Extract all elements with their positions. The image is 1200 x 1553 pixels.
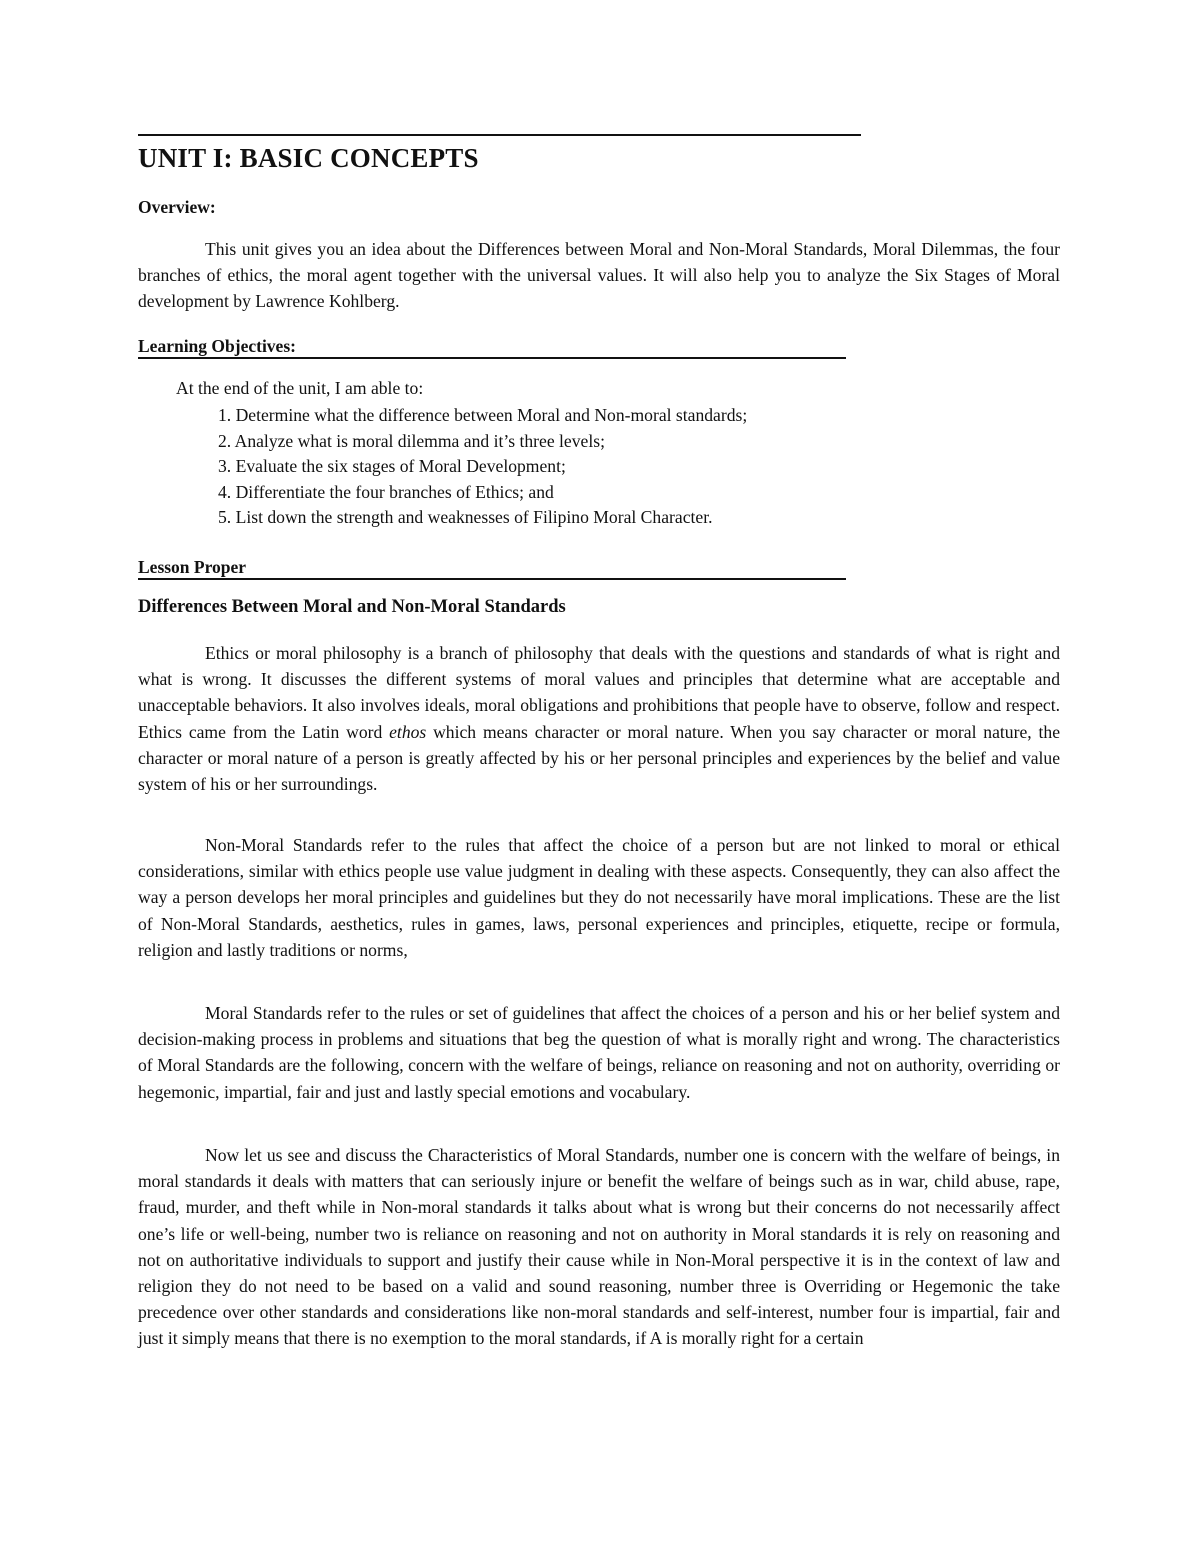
learning-objectives-heading [138, 335, 846, 359]
paragraph-characteristics: Now let us see and discuss the Characteristics of Moral Standards, number one is concern with the welfare of beings, in moral standards it deals with matters that can seriously injure or benefit the welfare of beings such as in war, child abuse, rape, fraud, murder, and theft while in Non-moral standards it talks about what is wrong but their concerns do not necessarily affect one’s life or well-being, number two is reliance on reasoning and not on authority in Moral standards it is rely on reasoning and not on authoritative individuals to support and justify their cause while in Non-Moral perspective it is in the context of law and religion they do not need to be based on a valid and sound reasoning, number three is Overriding or Hegemonic the take precedence over other standards and considerations like non-moral standards and self-interest, number four is impartial, fair and just it simply means that there is no exemption to the moral standards, if A is morally right for a certain [138, 1145, 1060, 1349]
paragraph-non-moral-standards: Non-Moral Standards refer to the rules that affect the choice of a person but are not linked to moral or ethical considerations, similar with ethics people use value judgment in dealing with these aspects. Consequently, they can also affect the way a person develops her moral principles and guidelines but they do not necessarily have moral implications. These are the list of Non-Moral Standards, aesthetics, rules in games, laws, personal experiences and principles, etiquette, recipe or formula, religion and lastly traditions or norms, [138, 835, 1060, 960]
top-horizontal-rule [138, 134, 861, 136]
learning-objectives-label: Learning Objectives: [138, 336, 296, 356]
list-item: 1. Determine what the difference between Moral and Non-moral standards; [218, 405, 748, 425]
paragraph-ethics [138, 640, 1060, 797]
list-item: 3. Evaluate the six stages of Moral Development; [218, 456, 566, 477]
subsection-title: Differences Between Moral and Non-Moral Standards [138, 597, 566, 617]
objectives-list [138, 403, 747, 531]
list-item: 2. Analyze what is moral dilemma and it’s three levels; [218, 430, 605, 451]
overview-paragraph: This unit gives you an idea about the Differences between Moral and Non-Moral Standards, Moral Dilemmas, the four branches of ethics, the moral agent together with the universal values. It will also help you to analyze the Six Stages of Moral development by Lawrence Kohlberg. [138, 239, 1060, 312]
lesson-proper-label: Lesson Proper [138, 557, 247, 577]
ethos-term: ethos [389, 721, 427, 742]
list-item: 4. Differentiate the four branches of Ethics; and [218, 481, 554, 502]
overview-label: Overview: [138, 197, 216, 217]
paragraph-ethics-part-2: which means character or moral nature. When you say character or moral nature, the character or moral nature of a person is greatly affected by his or her personal principles and experiences by the belief and value system of his or her surroundings. [138, 721, 1061, 795]
lesson-proper-heading [138, 556, 846, 580]
list-item: 5. List down the strength and weaknesses of Filipino Moral Character. [218, 507, 713, 528]
unit-title: UNIT I: BASIC CONCEPTS [138, 143, 479, 173]
paragraph-moral-standards: Moral Standards refer to the rules or set of guidelines that affect the choices of a person and his or her belief system and decision-making process in problems and situations that beg the question of what is morally right and wrong. The characteristics of Moral Standards are the following, concern with the welfare of beings, reliance on reasoning and not on authority, overriding or hegemonic, impartial, fair and just and lastly special emotions and vocabulary. [138, 1003, 1060, 1102]
paragraph-ethics-part-1: Ethics or moral philosophy is a branch of philosophy that deals with the questions and standards of what is right and what is wrong. It discusses the different systems of moral values and principles that determine what are acceptable and unacceptable behaviors. It also involves ideals, moral obligations and prohibitions that people have to observe, follow and respect. Ethics came from the Latin word [138, 643, 1060, 742]
objectives-intro: At the end of the unit, I am able to: [176, 378, 424, 398]
